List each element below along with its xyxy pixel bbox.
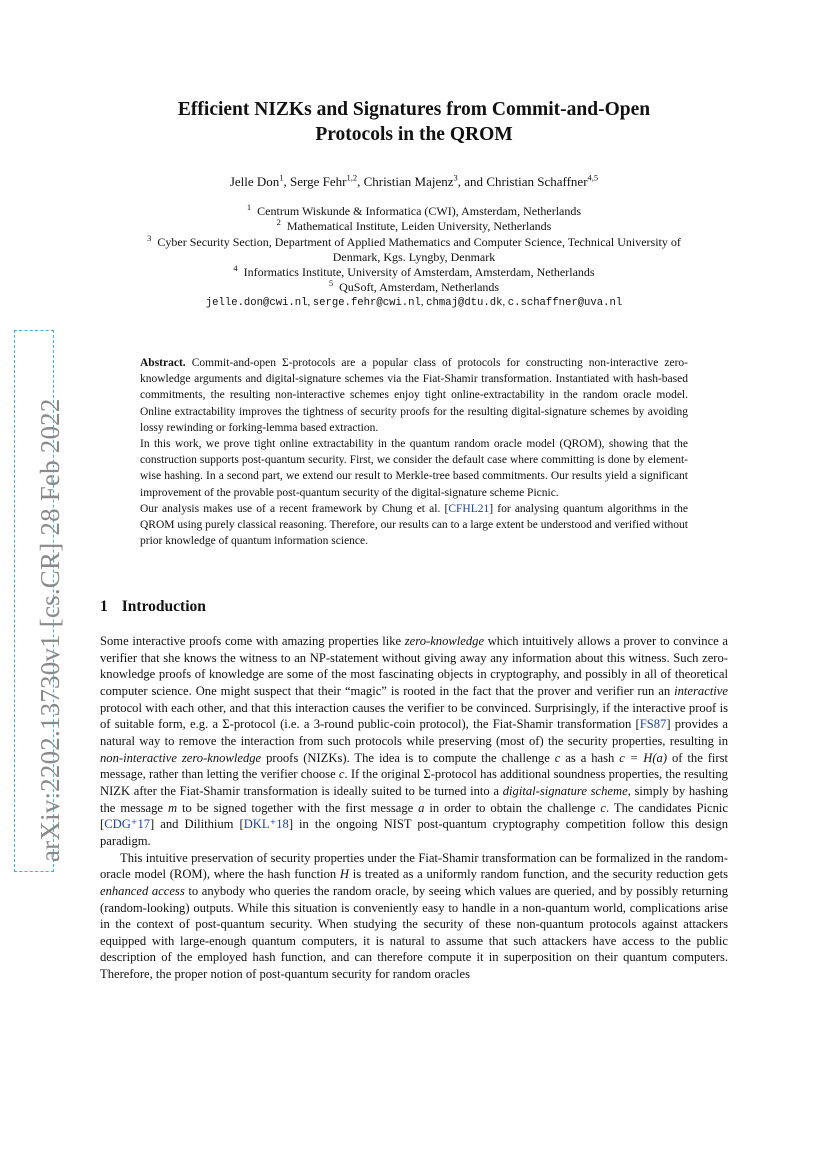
text-run: ] provides a natural way to remove the interaction from such protocols while preserving (most of) the security properties, resulting in <box>100 717 728 748</box>
abstract-paragraph <box>140 436 688 501</box>
abstract-text: Our analysis makes use of a recent framework by Chung et al. [ <box>140 502 449 515</box>
affiliation <box>100 280 728 295</box>
abstract-text: In this work, we prove tight online extractability in the quantum random oracle model (QROM), showing that the construction supports post-quantum security. First, we consider the default case where committing is done by element-wise hashing. In a second part, we extend our result to Merkle-tree based commitments. Our results yield a significant improvement of the provable post-quantum security of the digital-signature scheme Picnic. <box>140 438 688 499</box>
section-heading <box>100 598 206 616</box>
math-formula: c = H(a) <box>619 750 668 765</box>
author-affil-mark: 3 <box>453 172 458 183</box>
abstract-paragraph <box>140 355 688 436</box>
math-var: m <box>167 800 178 815</box>
citation-link[interactable]: CFHL21 <box>448 502 490 515</box>
citation-link[interactable]: DKL⁺18 <box>243 817 289 832</box>
math-var: c <box>338 767 345 782</box>
abstract-label: Abstract. <box>140 357 186 369</box>
emphasis: enhanced access <box>100 883 185 898</box>
emphasis: zero-knowledge <box>404 634 485 648</box>
math-var: a <box>418 800 425 815</box>
text-run: , simply by hashing the message <box>100 783 728 815</box>
affil-text: Mathematical Institute, Leiden University, Netherlands <box>286 219 552 234</box>
citation-link[interactable]: FS87 <box>639 717 667 732</box>
affil-mark: 5 <box>328 278 334 289</box>
affil-mark: 1 <box>246 202 252 212</box>
emphasis: digital-signature scheme <box>502 783 628 798</box>
affiliation <box>100 219 728 234</box>
affil-text: Centrum Wiskunde & Informatica (CWI), Amsterdam, Netherlands <box>257 204 582 218</box>
author-separator: , <box>283 174 291 189</box>
text-run: in order to obtain the challenge <box>424 800 601 815</box>
body-paragraph <box>100 850 728 983</box>
author-affil-mark: 1,2 <box>346 172 358 183</box>
author-name: Jelle Don <box>229 174 280 189</box>
email: chmaj@dtu.dk <box>426 297 503 309</box>
text-run: to anybody who queries the random oracle, by seeing which values are queried, and by possibly returning (random-looking) outputs. While this situation is conveniently easy to handle in a non-quantum world, complications arise in the context of post-quantum security. When studying the security of these non-quantum protocols against attackers equipped with large-enough quantum computers, it is natural to assume that such attackers have access to the public description of the employed hash function, and can therefore compute it in superposition on their quantum computers. Therefore, the proper notion of post-quantum security for random oracles <box>100 883 728 982</box>
author-separator: , <box>357 174 364 189</box>
affiliation <box>100 232 728 250</box>
affiliation-continued <box>100 250 728 265</box>
text-run: ] in the ongoing NIST post-quantum cryptography competition follow this design paradigm. <box>100 817 729 848</box>
author-separator: , and <box>457 174 487 189</box>
title-line-2: Protocols in the QROM <box>315 124 513 145</box>
affiliation <box>100 204 728 219</box>
math-var: H <box>339 867 350 882</box>
emphasis: non-interactive zero-knowledge <box>100 750 262 765</box>
body-text <box>100 633 728 983</box>
text-run: proofs (NIZKs). The idea is to compute the challenge <box>261 750 555 765</box>
email: serge.fehr@cwi.nl <box>312 297 421 309</box>
text-run: protocol with each other, and that this interaction causes the verifier to be convinced. Surprisingly, if the interactive proof is of suitable form, e.g. a Σ-protocol (i.e. a 3-round public-coin protocol), the Fiat-Shamir transformation [ <box>100 700 728 732</box>
email: jelle.don@cwi.nl <box>205 297 308 309</box>
affil-text: Denmark, Kgs. Lyngby, Denmark <box>332 249 496 264</box>
body-paragraph <box>100 633 728 850</box>
author-list <box>100 174 728 190</box>
author-name: Christian Schaffner <box>486 174 588 189</box>
arxiv-identifier[interactable]: arXiv:2202.13730v1 [cs.CR] 28 Feb 2022 <box>35 398 65 862</box>
text-run: to be signed together with the first message <box>177 800 419 815</box>
text-run: . If the original Σ-protocol has additional soundness properties, the resulting NIZK after the Fiat-Shamir transformation is ideally suited to be turned into a <box>100 767 728 798</box>
affil-text: Informatics Institute, University of Amsterdam, Amsterdam, Netherlands <box>243 265 595 280</box>
paper-title <box>100 97 728 147</box>
abstract-text: Commit-and-open Σ-protocols are a popular class of protocols for constructing non-interactive zero-knowledge arguments and digital-signature schemes via the Fiat-Shamir transformation. Instantiated with hash-based commitments, the resulting non-interactive schemes enjoy tight online-extractability in the random oracle model. Online extractability improves the tightness of security proofs for the resulting digital-signature schemes by avoiding lossy rewinding or forking-lemma based extraction. <box>140 357 688 434</box>
affil-text: QuSoft, Amsterdam, Netherlands <box>339 280 500 295</box>
author-affil-mark: 1 <box>279 172 284 183</box>
math-var: c <box>600 800 606 815</box>
affil-mark: 4 <box>233 263 238 274</box>
text-run: ] and Dilithium [ <box>150 817 244 832</box>
citation-link[interactable]: CDG⁺17 <box>104 817 151 832</box>
text-run: This intuitive preservation of security properties under the Fiat-Shamir transformation can be formalized in the random-oracle model (ROM), where the hash function <box>100 850 728 882</box>
emphasis: interactive <box>674 683 728 698</box>
author-name: Serge Fehr <box>290 174 347 189</box>
text-run: is treated as a uniformly random function, and the security reduction gets <box>349 867 728 882</box>
section-title: Introduction <box>121 598 206 615</box>
text-run: which intuitively allows a prover to convince a verifier that she knows the witness to an NP-statement without giving away any information about this witness. Such zero-knowledge proofs of knowledge are some of the most fascinating objects in cryptography, and possibly in all of theoretical computer science. One might suspect that their “magic” is rooted in the fact that the prover and verifier run an <box>100 634 728 698</box>
text-run: . The candidates Picnic [ <box>100 800 728 832</box>
author-affil-mark: 4,5 <box>587 172 599 183</box>
email-list: jelle.don@cwi.nl, serge.fehr@cwi.nl, chmaj@dtu.dk, c.schaffner@uva.nl <box>205 297 623 309</box>
text-run: of the first message, rather than letting the verifier choose <box>100 750 729 782</box>
affiliation <box>100 265 728 280</box>
affiliation-list <box>100 204 728 296</box>
text-run: Some interactive proofs come with amazing properties like <box>100 634 405 648</box>
abstract-text: ] for analysing quantum algorithms in the QROM using purely classical reasoning. Therefore, our results can to a large extent be understood and verified without prior knowledge of quantum information science. <box>140 502 688 548</box>
title-line-1: Efficient NIZKs and Signatures from Commit-and-Open <box>177 99 651 120</box>
text-run: as a hash <box>560 750 620 765</box>
math-var: c <box>554 750 561 765</box>
affil-mark: 3 <box>147 232 152 243</box>
affil-text: Cyber Security Section, Department of Applied Mathematics and Computer Science, Technical University of <box>157 234 681 249</box>
abstract <box>140 355 688 549</box>
affil-mark: 2 <box>276 217 281 228</box>
email: c.schaffner@uva.nl <box>507 297 623 309</box>
author-name: Christian Majenz <box>363 174 454 189</box>
abstract-paragraph <box>140 501 688 550</box>
section-number: 1 <box>100 598 108 615</box>
